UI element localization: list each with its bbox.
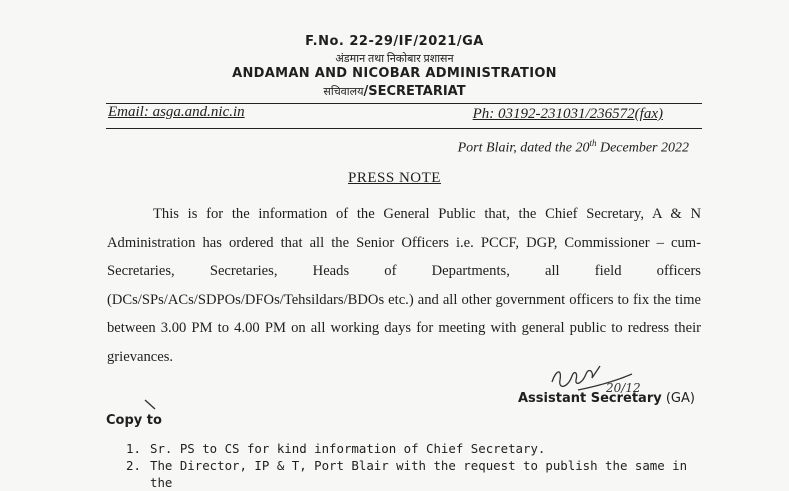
signatory-title: Assistant Secretary xyxy=(518,391,662,406)
list-item-number: 2. xyxy=(126,458,141,473)
signature-date: 20/12 xyxy=(606,381,641,395)
signatory-dept: (GA) xyxy=(661,391,695,406)
signatory xyxy=(518,391,695,406)
pen-tick-icon xyxy=(143,398,161,412)
hindi-secretariat: सचिवालय xyxy=(323,85,364,98)
document-title: PRESS NOTE xyxy=(348,170,441,186)
date-suffix: th xyxy=(589,138,597,148)
dateline xyxy=(458,138,689,157)
list-item-number: 1. xyxy=(126,441,141,456)
copy-to-label: Copy to xyxy=(106,413,162,428)
list-item-text: Sr. PS to CS for kind information of Chief Secretary. xyxy=(150,441,546,456)
list-item-text: The Director, IP & T, Port Blair with the request to publish the same in the xyxy=(150,458,688,490)
header-rule-bottom xyxy=(106,128,702,129)
date-rest: December 2022 xyxy=(596,140,689,156)
secretariat-label: /SECRETARIAT xyxy=(363,84,466,99)
copy-to-list xyxy=(126,440,706,491)
administration-name: ANDAMAN AND NICOBAR ADMINISTRATION xyxy=(232,66,557,81)
list-item xyxy=(126,457,706,491)
press-note-body: This is for the information of the General Public that, the Chief Secretary, A & N Administration has ordered that all the Senior Officers i.e. PCCF, DGP, Commissioner – cum- Secretaries, Secretaries, Heads of Departments, all field officers (DCs/SPs/ACs/SDPOs/DFOs/Tehsildars/BDOs etc.) and all other government officers to fix the time between 3.00 PM to 4.00 PM on all working days for meeting with general public to redress their grievances. xyxy=(107,206,701,365)
file-number: F.No. 22-29/IF/2021/GA xyxy=(305,34,484,49)
phone-number: Ph: 03192-231031/236572(fax) xyxy=(472,106,663,122)
list-item xyxy=(126,440,706,457)
email-address: Email: asga.and.nic.in xyxy=(108,104,245,120)
date-prefix: Port Blair, dated the 20 xyxy=(457,140,590,156)
hindi-admin-name: अंडमान तथा निकोबार प्रशासन xyxy=(335,53,454,65)
secretariat-line xyxy=(0,84,789,99)
